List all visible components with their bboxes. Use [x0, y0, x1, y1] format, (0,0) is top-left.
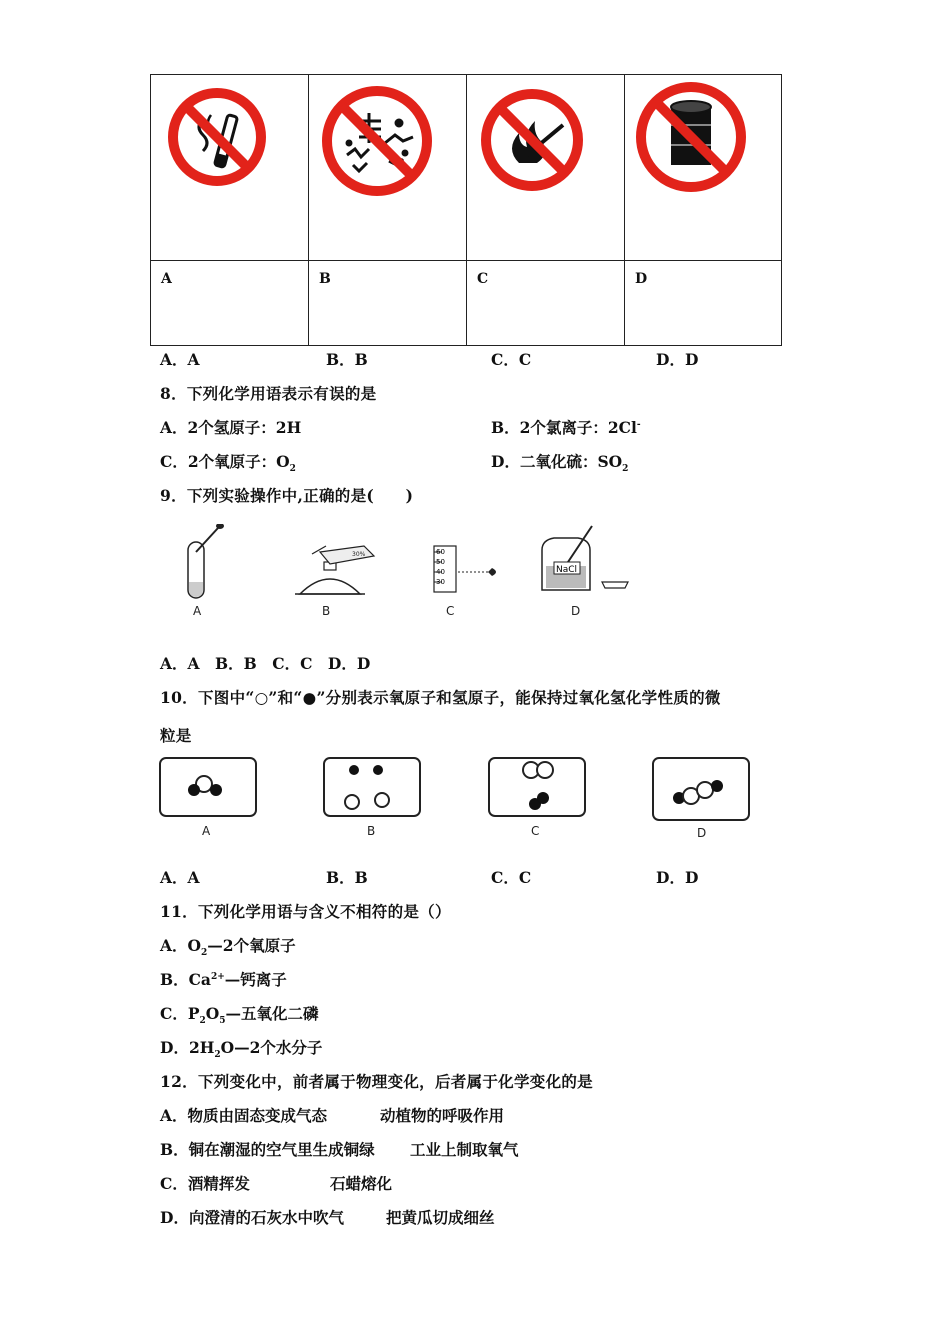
q7-option-b[interactable]: B．B	[326, 350, 368, 369]
q11-c-sub2: 5	[219, 1016, 226, 1027]
no-oil-barrel-icon	[633, 79, 749, 195]
q11-d-post: O—2个水分子	[220, 1038, 323, 1057]
sign-table	[150, 74, 782, 346]
q10-figure-label-d: D	[697, 826, 707, 840]
q9-stem: 9．下列实验操作中,正确的是( )	[160, 486, 414, 505]
molecule-box-b	[322, 756, 422, 820]
q11-c-sub1: 2	[199, 1016, 206, 1027]
q11-a-sub: 2	[201, 948, 208, 959]
molecule-box-c	[487, 756, 587, 820]
q11-option-a[interactable]	[160, 934, 296, 958]
jar-label: NaCl	[556, 565, 578, 575]
q8-option-c[interactable]	[160, 450, 296, 474]
q11-a-post: —2个氧原子	[207, 936, 296, 955]
q10-stem-line2: 粒是	[160, 726, 192, 745]
q9-figure-label-b: B	[322, 604, 331, 618]
q11-option-b[interactable]	[160, 968, 287, 990]
q8-option-c-text: C．2个氧原子：O	[160, 452, 290, 471]
q9-figure-label-a: A	[193, 604, 202, 618]
no-smoking-icon	[165, 85, 269, 189]
q8-option-b-text: B．2个氯离子：2Cl	[491, 418, 637, 437]
q11-d-sub: 2	[214, 1050, 221, 1061]
cylinder-tick-40: 40	[436, 568, 445, 576]
q11-c-pre: C．P	[160, 1004, 200, 1023]
no-open-flame-icon	[477, 85, 587, 195]
cell-label-c: C	[477, 271, 489, 287]
q10-figure-label-c: C	[531, 824, 540, 838]
svg-text:30%: 30%	[352, 551, 366, 558]
q12-b-second: 工业上制取氧气	[410, 1140, 519, 1159]
molecule-box-a	[158, 756, 258, 820]
q10-stem-line1: 10．下图中“○”和“●”分别表示氧原子和氢原子，能保持过氧化氢化学性质的微	[160, 688, 721, 707]
cell-label-d: D	[635, 271, 648, 287]
q12-stem: 12．下列变化中，前者属于物理变化，后者属于化学变化的是	[160, 1072, 593, 1091]
graduated-cylinder-figure	[428, 544, 512, 596]
q11-c-post: —五氧化二磷	[225, 1004, 319, 1023]
q9-figure-label-c: C	[446, 604, 455, 618]
q10-option-c[interactable]: C．C	[491, 868, 532, 887]
table-divider	[151, 260, 781, 261]
q12-option-c[interactable]	[160, 1172, 393, 1194]
q11-b-post: —钙离子	[224, 970, 287, 989]
q8-option-d-text: D．二氧化硫：SO	[491, 452, 623, 471]
molecule-box-d	[651, 756, 751, 824]
cell-label-b: B	[319, 271, 331, 287]
q7-option-d[interactable]: D．D	[656, 350, 699, 369]
q12-d-first: D．向澄清的石灰水中吹气	[160, 1208, 344, 1227]
q12-option-b[interactable]	[160, 1138, 519, 1160]
q12-option-a[interactable]	[160, 1104, 505, 1126]
q10-figure-label-a: A	[202, 824, 211, 838]
q11-option-d[interactable]	[160, 1036, 322, 1060]
q10-figure-label-b: B	[367, 824, 376, 838]
q10-option-d[interactable]: D．D	[656, 868, 699, 887]
q11-a-pre: A．O	[160, 936, 202, 955]
table-divider	[624, 75, 625, 345]
q10-option-a[interactable]: A．A	[160, 868, 200, 887]
q11-c-mid: O	[205, 1004, 220, 1023]
q12-c-second: 石蜡熔化	[330, 1174, 393, 1193]
q8-option-b[interactable]	[491, 416, 641, 438]
dropper-test-tube-figure	[180, 524, 230, 604]
q8-option-d[interactable]	[491, 450, 628, 474]
nacl-jar-figure	[532, 522, 632, 598]
q7-option-c[interactable]: C．C	[491, 350, 532, 369]
q8-stem: 8．下列化学用语表示有误的是	[160, 384, 377, 403]
q12-a-second: 动植物的呼吸作用	[380, 1106, 505, 1125]
q8-option-b-sup: -	[636, 419, 641, 430]
q11-b-sup: 2+	[210, 971, 225, 982]
q10-option-b[interactable]: B．B	[326, 868, 368, 887]
q8-option-a[interactable]: A．2个氢原子：2H	[160, 418, 302, 437]
q7-option-a[interactable]: A．A	[160, 350, 200, 369]
q11-stem: 11．下列化学用语与含义不相符的是（）	[160, 902, 451, 921]
q11-b-pre: B．Ca	[160, 970, 211, 989]
no-fireworks-icon	[319, 83, 435, 199]
cell-label-a: A	[161, 271, 172, 287]
table-divider	[466, 75, 467, 345]
table-divider	[308, 75, 309, 345]
q8-option-c-sub: 2	[289, 464, 296, 475]
q12-d-second: 把黄瓜切成细丝	[386, 1208, 495, 1227]
q11-d-pre: D．2H	[160, 1038, 215, 1057]
q11-option-c[interactable]	[160, 1002, 319, 1026]
q9-figure-label-d: D	[571, 604, 581, 618]
q12-b-first: B．铜在潮湿的空气里生成铜绿	[160, 1140, 375, 1159]
q8-option-d-sub: 2	[622, 464, 629, 475]
cylinder-tick-60: 60	[436, 548, 445, 556]
cylinder-tick-50: 50	[436, 558, 445, 566]
q12-a-first: A．物质由固态变成气态	[160, 1106, 328, 1125]
alcohol-lamp-figure	[290, 540, 380, 604]
q9-options[interactable]: A．A B．B C．C D．D	[160, 654, 371, 673]
q12-c-first: C．酒精挥发	[160, 1174, 250, 1193]
q12-option-d[interactable]	[160, 1206, 495, 1228]
cylinder-tick-30: 30	[436, 578, 445, 586]
